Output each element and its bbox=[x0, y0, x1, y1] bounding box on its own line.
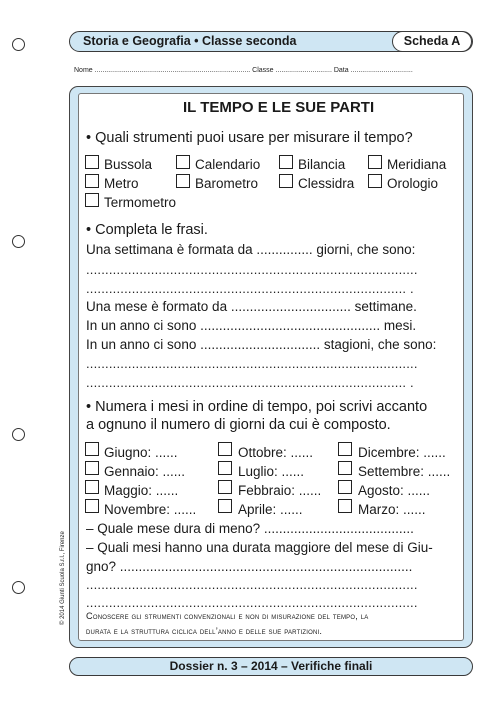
month-label: Luglio: ...... bbox=[238, 464, 305, 479]
month-label: Aprile: ...... bbox=[238, 502, 303, 517]
question-months-cont: a ognuno il numero di giorni da cui è composto. bbox=[86, 417, 391, 433]
checkbox[interactable] bbox=[85, 480, 99, 494]
worksheet-title: IL TEMPO E LE SUE PARTI bbox=[183, 99, 375, 116]
checkbox[interactable] bbox=[279, 155, 293, 169]
question-instruments: • Quali strumenti puoi usare per misurare il tempo? bbox=[86, 130, 413, 146]
option-label: Bussola bbox=[104, 157, 153, 172]
checkbox[interactable] bbox=[338, 442, 352, 456]
checkbox[interactable] bbox=[176, 174, 190, 188]
option-label: Calendario bbox=[195, 157, 261, 172]
answer-line[interactable]: ....................................................................................... bbox=[86, 356, 418, 371]
checkbox[interactable] bbox=[176, 155, 190, 169]
checkbox[interactable] bbox=[338, 480, 352, 494]
checkbox[interactable] bbox=[85, 193, 99, 207]
objective-note: durata e la struttura ciclica dell’anno e delle sue partizioni. bbox=[86, 626, 323, 636]
answer-line[interactable]: .................................................................................... . bbox=[86, 375, 414, 390]
sentence-line: Una settimana è formata da ............... giorni, che sono: bbox=[86, 242, 416, 257]
answer-line[interactable]: ....................................................................................... bbox=[86, 577, 418, 592]
copyright: © 2014 Giunti Scuola S.r.l., Firenze bbox=[60, 531, 66, 625]
month-label: Settembre: ...... bbox=[358, 464, 451, 479]
month-label: Febbraio: ...... bbox=[238, 483, 322, 498]
binder-hole bbox=[12, 428, 25, 441]
sentence-line: Una mese è formato da ................................ settimane. bbox=[86, 299, 417, 314]
sentence-line: In un anno ci sono ................................................ mesi. bbox=[86, 318, 417, 333]
month-label: Dicembre: ...... bbox=[358, 445, 446, 460]
sentence-line: In un anno ci sono ................................ stagioni, che sono: bbox=[86, 337, 437, 352]
scheda-badge: Scheda A bbox=[392, 31, 472, 52]
question-complete: • Completa le frasi. bbox=[86, 222, 208, 238]
binder-hole bbox=[12, 38, 25, 51]
objective-note: Conoscere gli strumenti convenzionali e non di misurazione del tempo, la bbox=[86, 611, 369, 621]
option-label: Meridiana bbox=[387, 157, 447, 172]
option-label: Bilancia bbox=[298, 157, 346, 172]
header-bar bbox=[69, 31, 473, 52]
checkbox[interactable] bbox=[85, 442, 99, 456]
checkbox[interactable] bbox=[279, 174, 293, 188]
month-label: Maggio: ...... bbox=[104, 483, 179, 498]
answer-line[interactable]: ....................................................................................... bbox=[86, 595, 418, 610]
month-label: Giugno: ...... bbox=[104, 445, 178, 460]
answer-line[interactable]: .................................................................................... . bbox=[86, 281, 414, 296]
checkbox[interactable] bbox=[338, 461, 352, 475]
checkbox[interactable] bbox=[218, 499, 232, 513]
answer-line[interactable]: ....................................................................................... bbox=[86, 262, 418, 277]
question-months: • Numera i mesi in ordine di tempo, poi scrivi accanto bbox=[86, 399, 428, 415]
header-title: Storia e Geografia • Classe seconda bbox=[83, 34, 297, 48]
month-label: Gennaio: ...... bbox=[104, 464, 186, 479]
checkbox[interactable] bbox=[368, 155, 382, 169]
option-label: Metro bbox=[104, 176, 139, 191]
binder-hole bbox=[12, 581, 25, 594]
checkbox[interactable] bbox=[218, 461, 232, 475]
question-longer-months-cont: gno? .............................................................................. bbox=[86, 559, 413, 574]
question-shortest-month: – Quale mese dura di meno? ........................................ bbox=[86, 521, 414, 536]
binder-hole bbox=[12, 235, 25, 248]
option-label: Termometro bbox=[104, 195, 177, 210]
checkbox[interactable] bbox=[218, 442, 232, 456]
checkbox[interactable] bbox=[368, 174, 382, 188]
checkbox[interactable] bbox=[338, 499, 352, 513]
checkbox[interactable] bbox=[218, 480, 232, 494]
checkbox[interactable] bbox=[85, 174, 99, 188]
month-label: Novembre: ...... bbox=[104, 502, 197, 517]
option-label: Orologio bbox=[387, 176, 439, 191]
question-longer-months: – Quali mesi hanno una durata maggiore del mese di Giu- bbox=[86, 540, 433, 555]
checkbox[interactable] bbox=[85, 499, 99, 513]
checkbox[interactable] bbox=[85, 461, 99, 475]
option-label: Barometro bbox=[195, 176, 259, 191]
month-label: Ottobre: ...... bbox=[238, 445, 314, 460]
month-label: Agosto: ...... bbox=[358, 483, 431, 498]
checkbox[interactable] bbox=[85, 155, 99, 169]
option-label: Clessidra bbox=[298, 176, 355, 191]
footer-bar: Dossier n. 3 – 2014 – Verifiche finali bbox=[69, 657, 473, 676]
student-info-line: Nome ................................................................................ Classe ............................. Data ................................ bbox=[74, 67, 413, 74]
month-label: Marzo: ...... bbox=[358, 502, 426, 517]
